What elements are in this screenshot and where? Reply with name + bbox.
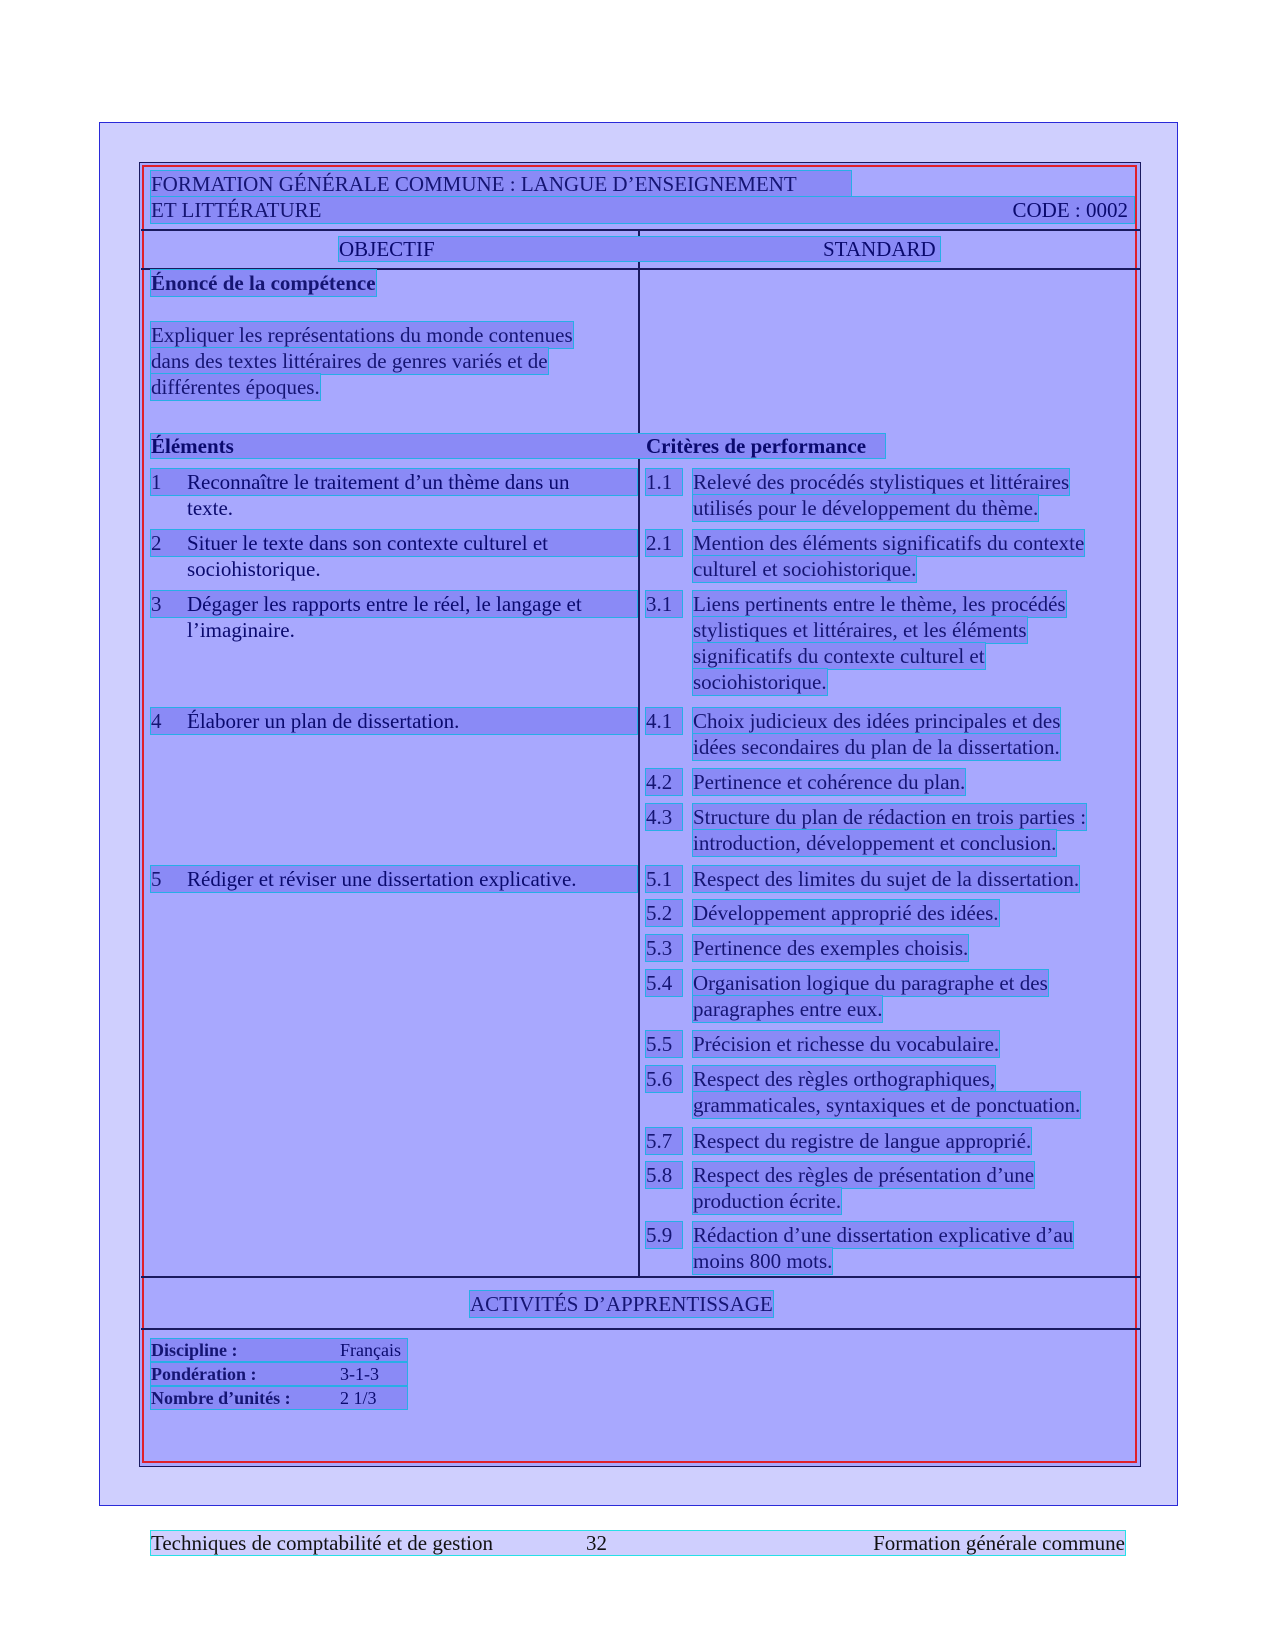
critere-text: Structure du plan de rédaction en trois parties : <box>693 805 1087 829</box>
critere-number: 5.8 <box>646 1162 682 1188</box>
competence-line: Expliquer les représentations du monde contenues <box>151 323 573 347</box>
critere-text: paragraphes entre eux. <box>693 997 883 1021</box>
critere-number: 2.1 <box>646 530 682 556</box>
critere-text: Mention des éléments significatifs du contexte <box>693 531 1085 555</box>
element-text: texte. <box>187 496 234 520</box>
element-text: Élaborer un plan de dissertation. <box>187 709 460 733</box>
page-number: 32 <box>586 1531 607 1555</box>
column-heading-objectif: OBJECTIF <box>339 237 435 261</box>
critere-text: grammaticales, syntaxiques et de ponctuation. <box>693 1093 1081 1117</box>
element-text: Situer le texte dans son contexte culturel et <box>187 531 548 555</box>
activites-value: 2 1/3 <box>340 1388 377 1408</box>
critere-number: 5.1 <box>646 866 682 892</box>
critere-text: introduction, développement et conclusion. <box>693 831 1057 855</box>
critere-text: Précision et richesse du vocabulaire. <box>693 1032 1000 1056</box>
critere-number: 5.7 <box>646 1128 682 1154</box>
footer-left: Techniques de comptabilité et de gestion <box>151 1531 494 1555</box>
critere-number: 5.5 <box>646 1031 682 1057</box>
critere-text: Liens pertinents entre le thème, les procédés <box>693 592 1066 616</box>
critere-number: 5.2 <box>646 900 682 926</box>
element-number: 3 <box>151 591 637 617</box>
critere-number: 1.1 <box>646 469 682 495</box>
footer-right: Formation générale commune <box>873 1531 1125 1555</box>
critere-text: Développement approprié des idées. <box>693 901 999 925</box>
element-number: 1 <box>151 469 637 495</box>
critere-text: Pertinence et cohérence du plan. <box>693 770 966 794</box>
critere-text: Respect des règles orthographiques, <box>693 1067 996 1091</box>
critere-number: 3.1 <box>646 591 682 617</box>
elements-heading: Éléments <box>151 434 234 458</box>
critere-text: utilisés pour le développement du thème. <box>693 496 1039 520</box>
column-heading-standard: STANDARD <box>823 237 936 261</box>
critere-number: 4.1 <box>646 708 682 734</box>
critere-text: Relevé des procédés stylistiques et littéraires <box>693 470 1070 494</box>
activites-value: Français <box>340 1340 401 1360</box>
divider <box>141 1276 1140 1278</box>
critere-number: 5.6 <box>646 1066 682 1092</box>
critere-text: Rédaction d’une dissertation explicative d’au <box>693 1223 1074 1247</box>
critere-text: moins 800 mots. <box>693 1249 833 1273</box>
critere-text: Respect des règles de présentation d’une <box>693 1163 1035 1187</box>
critere-number: 5.3 <box>646 935 682 961</box>
critere-number: 5.9 <box>646 1222 682 1248</box>
header-title-line2: ET LITTÉRATURE <box>151 197 1134 223</box>
competence-heading: Énoncé de la compétence <box>151 271 376 295</box>
element-text: l’imaginaire. <box>187 618 295 642</box>
competence-line: différentes époques. <box>151 375 320 399</box>
activites-label: Pondération : <box>151 1363 407 1385</box>
divider <box>141 229 1140 231</box>
activites-label: Nombre d’unités : <box>151 1387 407 1409</box>
critere-text: Respect du registre de langue approprié. <box>693 1129 1032 1153</box>
activites-title: ACTIVITÉS D’APPRENTISSAGE <box>470 1292 773 1316</box>
critere-number: 5.4 <box>646 970 682 996</box>
critere-text: Organisation logique du paragraphe et des <box>693 971 1048 995</box>
header-title-line1: FORMATION GÉNÉRALE COMMUNE : LANGUE D’ENSEIGNEMENT <box>151 171 851 197</box>
critere-text: idées secondaires du plan de la dissertation. <box>693 735 1060 759</box>
critere-text: significatifs du contexte culturel et <box>693 644 985 668</box>
critere-text: sociohistorique. <box>693 670 827 694</box>
element-text: Rédiger et réviser une dissertation explicative. <box>187 867 577 891</box>
activites-label: Discipline : <box>151 1339 407 1361</box>
activites-value: 3-1-3 <box>340 1364 379 1384</box>
element-text: Reconnaître le traitement d’un thème dans un <box>187 470 570 494</box>
critere-text: stylistiques et littéraires, et les éléments <box>693 618 1027 642</box>
element-number: 2 <box>151 530 637 556</box>
critere-text: Choix judicieux des idées principales et des <box>693 709 1061 733</box>
column-divider <box>638 229 640 1277</box>
critere-text: Respect des limites du sujet de la dissertation. <box>693 867 1080 891</box>
divider <box>141 1328 1140 1330</box>
element-number: 4 <box>151 708 637 734</box>
course-code: CODE : 0002 <box>1012 198 1128 222</box>
element-text: Dégager les rapports entre le réel, le langage et <box>187 592 582 616</box>
element-number: 5 <box>151 866 637 892</box>
element-text: sociohistorique. <box>187 557 321 581</box>
critere-number: 4.2 <box>646 769 682 795</box>
critere-text: culturel et sociohistorique. <box>693 557 917 581</box>
critere-text: production écrite. <box>693 1189 842 1213</box>
criteres-heading: Critères de performance <box>646 434 867 458</box>
critere-number: 4.3 <box>646 804 682 830</box>
critere-text: Pertinence des exemples choisis. <box>693 936 969 960</box>
competence-line: dans des textes littéraires de genres variés et de <box>151 349 548 373</box>
